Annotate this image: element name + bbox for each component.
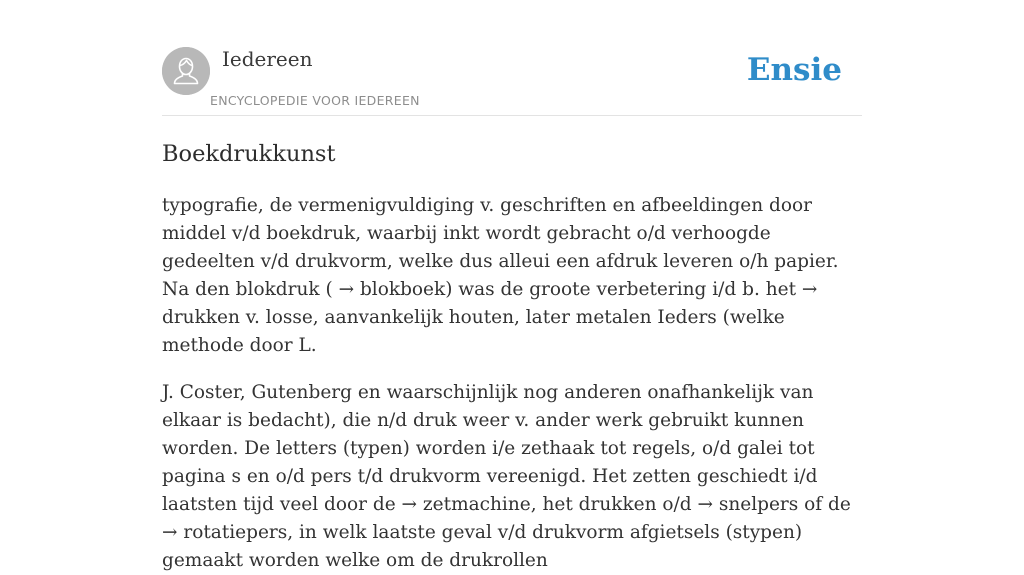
user-avatar-icon[interactable] [162, 47, 210, 95]
user-silhouette-icon [162, 47, 210, 95]
article-paragraph: J. Coster, Gutenberg en waarschijnlijk nog anderen onafhankelijk van elkaar is bedacht), die n/d druk weer v. ander werk gebruikt kunnen worden. De letters (typen) worden i/e zethaak tot regels, o/d galei tot pagina s en o/d pers t/d drukvorm vereenigd. Het zetten geschiedt i/d laatsten tijd veel door de → zetmachine, het drukken o/d → snelpers of de → rotatiepers, in welk laatste geval v/d drukvorm afgietsels (stypen) gemaakt worden welke om de drukrollen [162, 382, 851, 571]
site-subtitle: ENCYCLOPEDIE VOOR IEDEREEN [210, 93, 420, 108]
article [162, 138, 866, 575]
article-paragraph: typografie, de vermenigvuldiging v. geschriften en afbeeldingen door middel v/d boekdruk, waarbij inkt wordt gebracht o/d verhoogde gedeelten v/d drukvorm, welke dus alleui een afdruk leveren o/h papier. Na den blokdruk ( → blokboek) was de groote verbetering i/d b. het → drukken v. losse, aanvankelijk houten, later metalen Ieders (welke methode door L. [162, 195, 839, 356]
ensie-logo[interactable]: Ensie [746, 52, 842, 88]
article-title: Boekdrukkunst [162, 141, 336, 167]
user-name[interactable]: Iedereen [222, 47, 313, 71]
site-header [162, 47, 862, 116]
